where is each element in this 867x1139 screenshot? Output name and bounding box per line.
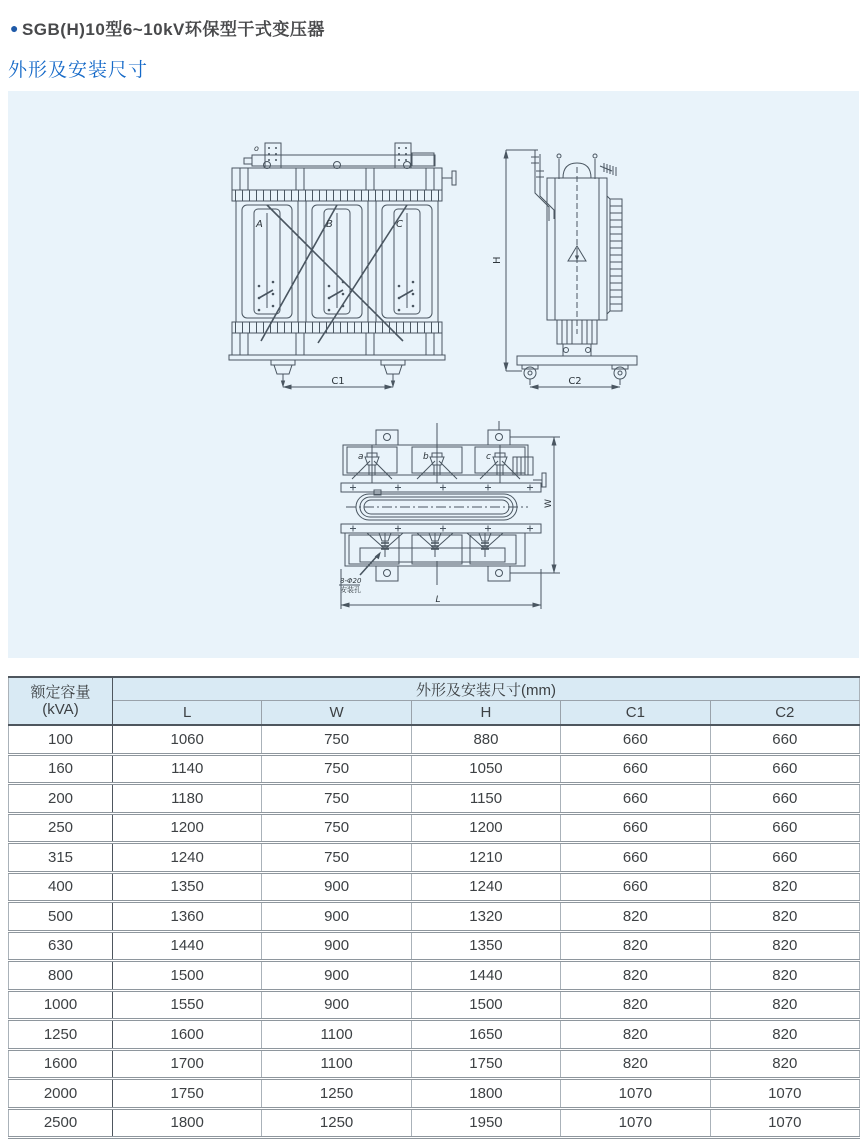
dim-label-c2: C2	[568, 376, 582, 387]
table-cell: 400	[9, 872, 113, 902]
rated-capacity-unit: (kVA)	[42, 701, 79, 718]
table-cell: 1550	[113, 990, 262, 1020]
table-cell: 1100	[262, 1049, 411, 1079]
header-c2: C2	[710, 701, 859, 726]
table-cell: 750	[262, 725, 411, 754]
table-cell: 1180	[113, 784, 262, 814]
front-phase-a: A	[256, 219, 263, 230]
table-cell: 660	[561, 754, 710, 784]
table-cell: 1250	[262, 1108, 411, 1138]
front-corner-label: o	[254, 144, 259, 153]
table-cell: 1240	[411, 872, 560, 902]
table-cell: 820	[710, 1049, 859, 1079]
top-phase-c: c	[486, 452, 491, 462]
table-row	[9, 784, 860, 814]
table-cell: 1150	[411, 784, 560, 814]
table-cell: 1320	[411, 902, 560, 932]
table-body	[9, 725, 860, 1138]
top-view-drawing	[339, 421, 560, 609]
table-header	[9, 677, 860, 725]
table-cell: 660	[710, 784, 859, 814]
table-cell: 1750	[113, 1079, 262, 1109]
dim-label-w: W	[544, 499, 554, 508]
table-cell: 1070	[710, 1079, 859, 1109]
table-cell: 820	[561, 931, 710, 961]
table-cell: 800	[9, 961, 113, 991]
dimensions-table	[8, 676, 860, 1139]
table-row	[9, 813, 860, 843]
table-cell: 1200	[113, 813, 262, 843]
front-phase-c: C	[396, 219, 403, 230]
dim-label-l: L	[435, 595, 441, 605]
table-cell: 200	[9, 784, 113, 814]
table-cell: 750	[262, 754, 411, 784]
page-title-text: SGB(H)10型6~10kV环保型干式变压器	[21, 20, 325, 39]
table-cell: 1950	[411, 1108, 560, 1138]
table-cell: 820	[561, 1020, 710, 1050]
table-row	[9, 725, 860, 754]
table-cell: 900	[262, 990, 411, 1020]
table-cell: 900	[262, 931, 411, 961]
table-row	[9, 1079, 860, 1109]
table-cell: 1210	[411, 843, 560, 873]
table-cell: 160	[9, 754, 113, 784]
table-cell: 660	[561, 725, 710, 754]
section-title: 外形及安装尺寸	[8, 60, 149, 81]
table-cell: 750	[262, 813, 411, 843]
table-row	[9, 1108, 860, 1138]
top-phase-b: b	[423, 452, 429, 462]
table-cell: 1700	[113, 1049, 262, 1079]
table-cell: 660	[561, 784, 710, 814]
header-l: L	[113, 701, 262, 726]
table-cell: 660	[710, 725, 859, 754]
table-cell: 660	[561, 843, 710, 873]
table-cell: 1360	[113, 902, 262, 932]
table-cell: 900	[262, 902, 411, 932]
table-row	[9, 1020, 860, 1050]
dim-label-c1: C1	[331, 376, 345, 387]
header-w: W	[262, 701, 411, 726]
table-cell: 900	[262, 961, 411, 991]
header-dimensions-group: 外形及安装尺寸(mm)	[113, 677, 860, 701]
table-cell: 1250	[262, 1079, 411, 1109]
table-cell: 880	[411, 725, 560, 754]
table-cell: 900	[262, 872, 411, 902]
table-cell: 1650	[411, 1020, 560, 1050]
table-cell: 1140	[113, 754, 262, 784]
table-cell: 630	[9, 931, 113, 961]
table-cell: 1500	[411, 990, 560, 1020]
side-view-drawing	[492, 150, 637, 387]
table-cell: 660	[710, 754, 859, 784]
table-cell: 1440	[411, 961, 560, 991]
table-cell: 1070	[561, 1108, 710, 1138]
table-cell: 820	[561, 902, 710, 932]
table-cell: 1100	[262, 1020, 411, 1050]
table-cell: 820	[710, 931, 859, 961]
table-row	[9, 990, 860, 1020]
table-cell: 750	[262, 843, 411, 873]
rated-capacity-label: 额定容量	[30, 683, 91, 701]
dim-label-h: H	[492, 256, 503, 264]
table-row	[9, 961, 860, 991]
table-cell: 660	[710, 813, 859, 843]
table-cell: 250	[9, 813, 113, 843]
table-cell: 820	[710, 1020, 859, 1050]
transformer-outline-drawing	[8, 91, 859, 658]
table-cell: 1070	[710, 1108, 859, 1138]
bullet-icon: ●	[10, 19, 19, 36]
table-cell: 820	[561, 990, 710, 1020]
table-cell: 820	[561, 961, 710, 991]
table-row	[9, 902, 860, 932]
table-cell: 1500	[113, 961, 262, 991]
table-cell: 315	[9, 843, 113, 873]
table-row	[9, 1049, 860, 1079]
table-cell: 820	[710, 961, 859, 991]
hole-note-line1: 8-Φ20	[340, 577, 362, 585]
table-cell: 750	[262, 784, 411, 814]
table-row	[9, 872, 860, 902]
header-c1: C1	[561, 701, 710, 726]
table-row	[9, 754, 860, 784]
front-phase-b: B	[326, 219, 333, 230]
table-cell: 820	[710, 990, 859, 1020]
table-cell: 1600	[9, 1049, 113, 1079]
header-h: H	[411, 701, 560, 726]
top-phase-a: a	[358, 452, 364, 462]
table-cell: 1350	[411, 931, 560, 961]
table-cell: 500	[9, 902, 113, 932]
header-rated-capacity	[9, 677, 113, 725]
hole-note-line2: 安装孔	[340, 586, 361, 594]
table-cell: 1060	[113, 725, 262, 754]
table-cell: 1440	[113, 931, 262, 961]
table-cell: 1800	[411, 1079, 560, 1109]
table-cell: 1050	[411, 754, 560, 784]
table-cell: 820	[561, 1049, 710, 1079]
table-cell: 1240	[113, 843, 262, 873]
page-title	[0, 0, 867, 40]
front-view-drawing	[229, 143, 456, 387]
dimension-drawing-panel	[8, 91, 859, 658]
table-cell: 660	[710, 843, 859, 873]
table-cell: 1350	[113, 872, 262, 902]
table-cell: 1070	[561, 1079, 710, 1109]
table-row	[9, 843, 860, 873]
table-cell: 1800	[113, 1108, 262, 1138]
table-cell: 2500	[9, 1108, 113, 1138]
table-cell: 1250	[9, 1020, 113, 1050]
table-cell: 660	[561, 872, 710, 902]
table-cell: 100	[9, 725, 113, 754]
table-cell: 820	[710, 872, 859, 902]
table-cell: 2000	[9, 1079, 113, 1109]
table-row	[9, 931, 860, 961]
table-cell: 1600	[113, 1020, 262, 1050]
table-cell: 1200	[411, 813, 560, 843]
table-cell: 1750	[411, 1049, 560, 1079]
table-cell: 1000	[9, 990, 113, 1020]
table-cell: 820	[710, 902, 859, 932]
table-cell: 660	[561, 813, 710, 843]
